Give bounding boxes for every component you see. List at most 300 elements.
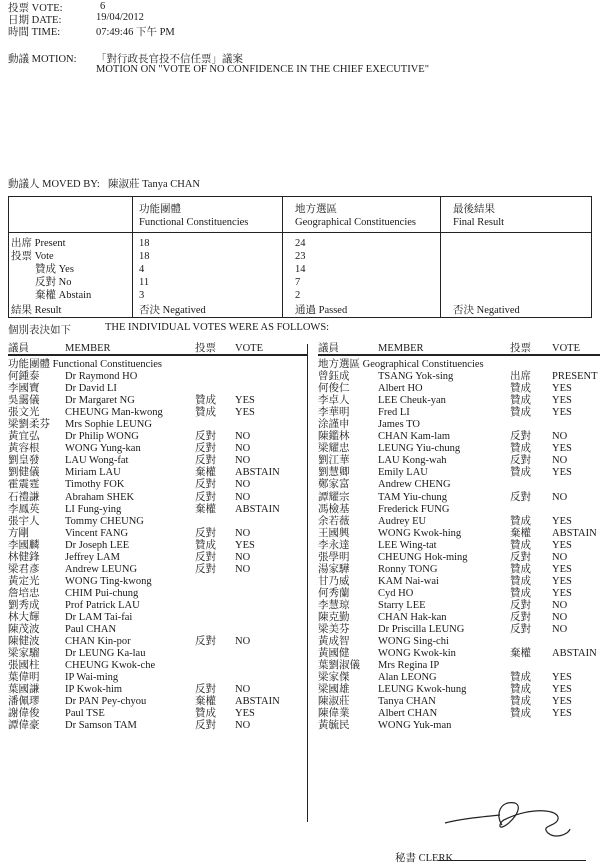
- member-name-en: CHAN Hak-kan: [378, 611, 447, 623]
- member-row: [318, 612, 600, 624]
- member-vote-en: YES: [552, 708, 572, 720]
- member-name-zh: 劉皇發: [8, 455, 40, 467]
- member-name-zh: 石禮謙: [8, 491, 40, 503]
- member-name-en: Dr LAM Tai-fai: [65, 611, 133, 623]
- member-name-en: Dr David LI: [65, 383, 117, 395]
- member-vote-zh: 反對: [195, 431, 216, 443]
- member-name-zh: 謝偉俊: [8, 708, 40, 720]
- member-name-zh: 梁美芬: [318, 624, 350, 636]
- member-name-en: LAU Wong-fat: [65, 455, 129, 467]
- member-name-zh: 劉慧卿: [318, 467, 350, 479]
- member-name-zh: 梁劉柔芬: [8, 419, 50, 431]
- member-name-zh: 余若薇: [318, 515, 350, 527]
- member-vote-zh: 棄權: [195, 696, 216, 708]
- member-vote-en: NO: [235, 443, 251, 455]
- member-vote-zh: 贊成: [195, 708, 216, 720]
- member-row: [318, 708, 600, 720]
- member-name-en: CHEUNG Man-kwong: [65, 407, 163, 419]
- member-vote-en: NO: [235, 720, 251, 732]
- member-vote-zh: 贊成: [510, 395, 531, 407]
- member-row: [318, 516, 600, 528]
- summary-fc: 4: [139, 264, 145, 275]
- member-row: [318, 371, 600, 383]
- member-vote-zh: 贊成: [510, 575, 531, 587]
- member-row: [8, 612, 308, 624]
- member-name-en: Jeffrey LAM: [65, 551, 120, 563]
- member-name-en: James TO: [378, 419, 420, 431]
- member-name-en: Alan LEONG: [378, 672, 437, 684]
- member-name-en: CHAN Kam-lam: [378, 431, 451, 443]
- member-vote-en: NO: [235, 491, 251, 503]
- member-row: [318, 660, 600, 672]
- summary-gc: 2: [295, 290, 301, 301]
- member-name-zh: 黃宜弘: [8, 431, 40, 443]
- individual-votes-zh: 個別表決如下: [8, 325, 71, 336]
- member-vote-en: YES: [552, 467, 572, 479]
- member-name-en: LEUNG Yiu-chung: [378, 443, 461, 455]
- member-vote-en: YES: [552, 684, 572, 696]
- member-vote-zh: 出席: [510, 371, 531, 383]
- member-name-zh: 張學明: [318, 551, 350, 563]
- member-name-en: CHIM Pui-chung: [65, 587, 139, 599]
- member-row: [8, 492, 308, 504]
- member-vote-en: YES: [552, 539, 572, 551]
- member-name-en: CHEUNG Kwok-che: [65, 660, 156, 672]
- motion-title-zh: 「對行政長官投不信任票」議案: [96, 54, 243, 65]
- member-vote-en: NO: [235, 563, 251, 575]
- group-title: 地方選區 Geographical Constituencies: [318, 359, 484, 370]
- member-name-zh: 李卓人: [318, 395, 350, 407]
- member-name-zh: 劉江華: [318, 455, 350, 467]
- member-name-en: Timothy FOK: [65, 479, 125, 491]
- summary-gc: 通過 Passed: [295, 305, 348, 316]
- member-row: [318, 588, 600, 600]
- col-fc-header: 功能團體 Functional Constituencies: [139, 204, 249, 228]
- member-vote-en: YES: [552, 515, 572, 527]
- member-vote-zh: 反對: [510, 431, 531, 443]
- member-name-en: Andrew LEUNG: [65, 563, 138, 575]
- member-name-en: CHAN Kin-por: [65, 636, 131, 648]
- member-vote-zh: 贊成: [510, 407, 531, 419]
- member-name-en: LEUNG Kwok-hung: [378, 684, 467, 696]
- member-name-en: Mrs Sophie LEUNG: [65, 419, 152, 431]
- member-vote-en: NO: [552, 551, 568, 563]
- member-name-zh: 何鍾泰: [8, 371, 40, 383]
- member-row: [318, 636, 600, 648]
- member-vote-zh: 贊成: [510, 563, 531, 575]
- summary-label: 投票 Vote: [11, 251, 54, 262]
- member-vote-en: ABSTAIN: [552, 527, 597, 539]
- member-row: [318, 443, 600, 455]
- member-vote-zh: 贊成: [195, 395, 216, 407]
- column-divider: [307, 344, 308, 822]
- member-row: [318, 552, 600, 564]
- member-vote-en: YES: [552, 575, 572, 587]
- summary-gc: 24: [295, 238, 306, 249]
- member-name-zh: 霍震霆: [8, 479, 40, 491]
- member-name-zh: 陳健波: [8, 636, 40, 648]
- member-row: [318, 576, 600, 588]
- summary-fc: 18: [139, 238, 150, 249]
- member-name-en: Tommy CHEUNG: [65, 515, 144, 527]
- member-row: [318, 624, 600, 636]
- member-row: [8, 672, 308, 684]
- individual-votes-en: THE INDIVIDUAL VOTES WERE AS FOLLOWS:: [105, 322, 330, 333]
- summary-final: 否決 Negatived: [453, 305, 520, 316]
- member-name-zh: 陳克勤: [318, 611, 350, 623]
- member-name-zh: 何秀蘭: [318, 587, 350, 599]
- member-vote-en: YES: [235, 407, 255, 419]
- member-name-en: CHEUNG Hok-ming: [378, 551, 468, 563]
- member-row: [318, 528, 600, 540]
- member-name-en: LAU Kong-wah: [378, 455, 447, 467]
- member-vote-zh: 贊成: [510, 587, 531, 599]
- summary-table: [8, 196, 592, 318]
- member-row: [8, 431, 308, 443]
- member-name-en: Mrs Regina IP: [378, 660, 440, 672]
- member-name-zh: 李華明: [318, 407, 350, 419]
- summary-fc: 3: [139, 290, 145, 301]
- member-row: [8, 588, 308, 600]
- member-vote-zh: 贊成: [510, 467, 531, 479]
- member-name-zh: 林大輝: [8, 611, 40, 623]
- member-row: [8, 371, 308, 383]
- motion-title-en: MOTION ON "VOTE OF NO CONFIDENCE IN THE CHIEF EXECUTIVE": [96, 64, 429, 75]
- member-name-en: Tanya CHAN: [378, 696, 436, 708]
- member-row: [8, 467, 308, 479]
- member-name-zh: 梁君彥: [8, 563, 40, 575]
- vote-number: 6: [100, 1, 106, 12]
- member-name-zh: 譚耀宗: [318, 491, 350, 503]
- member-vote-en: NO: [552, 455, 568, 467]
- member-name-zh: 李鳳英: [8, 503, 40, 515]
- member-name-en: Albert CHAN: [378, 708, 438, 720]
- member-vote-en: YES: [552, 672, 572, 684]
- member-row: [318, 684, 600, 696]
- member-name-zh: 甘乃威: [318, 575, 350, 587]
- member-vote-en: NO: [235, 684, 251, 696]
- member-vote-zh: 反對: [510, 599, 531, 611]
- member-row: [8, 516, 308, 528]
- member-name-en: Miriam LAU: [65, 467, 121, 479]
- member-name-zh: 黃國健: [318, 648, 350, 660]
- member-row: [8, 600, 308, 612]
- member-row: [318, 455, 600, 467]
- member-vote-zh: 反對: [510, 624, 531, 636]
- member-name-en: LEE Cheuk-yan: [378, 395, 446, 407]
- member-vote-zh: 贊成: [510, 383, 531, 395]
- summary-gc: 23: [295, 251, 306, 262]
- member-name-en: WONG Kwok-kin: [378, 648, 456, 660]
- member-vote-zh: 贊成: [195, 407, 216, 419]
- member-name-en: WONG Yuk-man: [378, 720, 452, 732]
- member-row: [318, 564, 600, 576]
- member-row: [318, 479, 600, 491]
- member-name-zh: 李國麟: [8, 539, 40, 551]
- member-vote-en: NO: [235, 455, 251, 467]
- member-name-zh: 葉國謙: [8, 684, 40, 696]
- member-row: [8, 708, 308, 720]
- member-row: [318, 407, 600, 419]
- member-vote-zh: 反對: [195, 636, 216, 648]
- member-vote-en: PRESENT: [552, 371, 598, 383]
- member-name-zh: 吳靄儀: [8, 395, 40, 407]
- member-name-zh: 李慧琼: [318, 599, 350, 611]
- member-row: [8, 419, 308, 431]
- clerk-label: 秘書 CLERK: [395, 853, 454, 864]
- member-row: [8, 684, 308, 696]
- geographical-list: [318, 343, 600, 732]
- member-name-zh: 劉健儀: [8, 467, 40, 479]
- member-row: [8, 564, 308, 576]
- member-vote-zh: 棄權: [195, 503, 216, 515]
- member-vote-en: NO: [235, 431, 251, 443]
- member-name-zh: 李國寶: [8, 383, 40, 395]
- member-vote-zh: 反對: [195, 684, 216, 696]
- member-row: [8, 528, 308, 540]
- vote-number-label: 投票 VOTE:: [8, 3, 63, 14]
- member-vote-en: NO: [235, 551, 251, 563]
- moved-by-label: 動議人 MOVED BY:: [8, 179, 100, 190]
- member-row: [8, 443, 308, 455]
- summary-label: 出席 Present: [11, 238, 66, 249]
- member-name-zh: 譚偉豪: [8, 720, 40, 732]
- member-vote-en: YES: [552, 696, 572, 708]
- member-row: [8, 383, 308, 395]
- member-row: [318, 672, 600, 684]
- time-value: 07:49:46 下午 PM: [96, 27, 175, 38]
- member-name-en: Starry LEE: [378, 599, 426, 611]
- member-vote-en: ABSTAIN: [235, 696, 280, 708]
- member-name-en: Dr LEUNG Ka-lau: [65, 648, 146, 660]
- member-vote-zh: 反對: [195, 443, 216, 455]
- member-name-en: Dr PAN Pey-chyou: [65, 696, 147, 708]
- member-name-en: Dr Philip WONG: [65, 431, 139, 443]
- member-vote-en: YES: [552, 587, 572, 599]
- member-vote-zh: 贊成: [510, 539, 531, 551]
- member-row: [8, 407, 308, 419]
- member-row: [8, 504, 308, 516]
- clerk-signature-line: [438, 860, 586, 861]
- member-vote-zh: 贊成: [510, 708, 531, 720]
- moved-by-value: 陳淑莊 Tanya CHAN: [108, 179, 201, 190]
- member-name-en: WONG Kwok-hing: [378, 527, 462, 539]
- member-name-zh: 梁家騮: [8, 648, 40, 660]
- list-header: 議員 MEMBER 投票 VOTE: [318, 343, 600, 356]
- member-vote-en: NO: [235, 479, 251, 491]
- member-name-zh: 張國柱: [8, 660, 40, 672]
- member-row: [8, 648, 308, 660]
- member-name-zh: 李永達: [318, 539, 350, 551]
- member-name-zh: 梁耀忠: [318, 443, 350, 455]
- member-name-en: Fred LI: [378, 407, 410, 419]
- member-row: [8, 455, 308, 467]
- member-name-en: WONG Yung-kan: [65, 443, 141, 455]
- summary-label: 棄權 Abstain: [35, 290, 92, 301]
- member-row: [318, 504, 600, 516]
- member-row: [318, 600, 600, 612]
- member-name-en: Prof Patrick LAU: [65, 599, 140, 611]
- member-vote-en: ABSTAIN: [552, 648, 597, 660]
- member-row: [8, 395, 308, 407]
- member-row: [8, 696, 308, 708]
- member-name-zh: 詹培忠: [8, 587, 40, 599]
- member-name-en: LEE Wing-tat: [378, 539, 437, 551]
- summary-fc: 11: [139, 277, 150, 288]
- member-name-zh: 陳鑑林: [318, 431, 350, 443]
- member-name-en: Dr Raymond HO: [65, 371, 138, 383]
- member-name-zh: 張宇人: [8, 515, 40, 527]
- member-vote-en: NO: [235, 636, 251, 648]
- summary-label: 反對 No: [35, 277, 72, 288]
- member-name-zh: 何俊仁: [318, 383, 350, 395]
- date-label: 日期 DATE:: [8, 15, 62, 26]
- member-vote-en: YES: [552, 443, 572, 455]
- member-vote-en: NO: [552, 624, 568, 636]
- member-name-en: Paul CHAN: [65, 624, 117, 636]
- member-name-zh: 湯家驊: [318, 563, 350, 575]
- group-title: 功能團體 Functional Constituencies: [8, 359, 162, 370]
- member-name-en: Dr Joseph LEE: [65, 539, 130, 551]
- summary-fc: 18: [139, 251, 150, 262]
- member-name-en: TAM Yiu-chung: [378, 491, 448, 503]
- member-name-en: Vincent FANG: [65, 527, 129, 539]
- member-vote-zh: 反對: [195, 720, 216, 732]
- member-vote-en: YES: [552, 395, 572, 407]
- member-vote-zh: 反對: [510, 611, 531, 623]
- member-row: [8, 552, 308, 564]
- member-vote-zh: 反對: [195, 479, 216, 491]
- member-vote-zh: 反對: [510, 551, 531, 563]
- member-name-en: Frederick FUNG: [378, 503, 450, 515]
- member-name-en: IP Wai-ming: [65, 672, 119, 684]
- clerk-signature: [440, 795, 580, 845]
- member-name-en: Cyd HO: [378, 587, 414, 599]
- summary-gc: 14: [295, 264, 306, 275]
- member-name-zh: 陳茂波: [8, 624, 40, 636]
- member-vote-en: NO: [235, 527, 251, 539]
- member-name-en: WONG Ting-kwong: [65, 575, 152, 587]
- member-name-zh: 黃成智: [318, 636, 350, 648]
- member-name-zh: 梁國雄: [318, 684, 350, 696]
- member-name-zh: 王國興: [318, 527, 350, 539]
- member-vote-en: ABSTAIN: [235, 467, 280, 479]
- member-name-zh: 黃容根: [8, 443, 40, 455]
- member-vote-zh: 贊成: [510, 672, 531, 684]
- member-vote-zh: 反對: [195, 563, 216, 575]
- member-row: [8, 540, 308, 552]
- member-vote-zh: 反對: [195, 551, 216, 563]
- member-name-en: Andrew CHENG: [378, 479, 451, 491]
- member-row: [318, 383, 600, 395]
- member-name-zh: 張文光: [8, 407, 40, 419]
- member-name-en: KAM Nai-wai: [378, 575, 439, 587]
- member-name-zh: 方剛: [8, 527, 29, 539]
- member-vote-en: YES: [552, 563, 572, 575]
- member-row: [8, 576, 308, 588]
- member-name-en: Audrey EU: [378, 515, 427, 527]
- member-vote-zh: 贊成: [510, 696, 531, 708]
- member-row: [318, 431, 600, 443]
- member-vote-zh: 反對: [510, 491, 531, 503]
- member-vote-zh: 反對: [195, 491, 216, 503]
- member-vote-zh: 反對: [195, 527, 216, 539]
- col-final-header: 最後結果 Final Result: [453, 204, 505, 228]
- member-name-en: Abraham SHEK: [65, 491, 135, 503]
- member-name-en: Ronny TONG: [378, 563, 438, 575]
- member-vote-zh: 贊成: [195, 539, 216, 551]
- member-row: [318, 467, 600, 479]
- list-header: 議員 MEMBER 投票 VOTE: [8, 343, 308, 356]
- member-name-zh: 曾鈺成: [318, 371, 350, 383]
- member-vote-zh: 贊成: [510, 515, 531, 527]
- member-vote-en: NO: [552, 611, 568, 623]
- member-vote-en: NO: [552, 431, 568, 443]
- summary-label: 結果 Result: [11, 305, 62, 316]
- member-vote-en: YES: [235, 539, 255, 551]
- member-name-zh: 陳偉業: [318, 708, 350, 720]
- col-gc-header: 地方選區 Geographical Constituencies: [295, 204, 417, 228]
- date-value: 19/04/2012: [96, 12, 144, 23]
- member-row: [318, 540, 600, 552]
- member-name-zh: 涂謹申: [318, 419, 350, 431]
- member-row: [8, 624, 308, 636]
- member-vote-zh: 棄權: [510, 648, 531, 660]
- member-name-en: IP Kwok-him: [65, 684, 123, 696]
- member-row: [318, 720, 600, 732]
- member-name-en: Dr Priscilla LEUNG: [378, 624, 465, 636]
- member-name-zh: 林健鋒: [8, 551, 40, 563]
- member-name-en: LI Fung-ying: [65, 503, 122, 515]
- member-name-en: Albert HO: [378, 383, 423, 395]
- member-vote-en: YES: [552, 383, 572, 395]
- summary-fc: 否決 Negatived: [139, 305, 206, 316]
- member-name-en: Emily LAU: [378, 467, 428, 479]
- member-row: [318, 492, 600, 504]
- member-name-zh: 葉劉淑儀: [318, 660, 360, 672]
- member-vote-zh: 反對: [510, 455, 531, 467]
- member-row: [318, 419, 600, 431]
- member-name-en: Dr Samson TAM: [65, 720, 137, 732]
- member-vote-zh: 棄權: [195, 467, 216, 479]
- member-name-zh: 劉秀成: [8, 599, 40, 611]
- summary-label: 贊成 Yes: [35, 264, 74, 275]
- member-vote-en: NO: [552, 491, 568, 503]
- member-name-zh: 葉偉明: [8, 672, 40, 684]
- member-name-zh: 黃定光: [8, 575, 40, 587]
- functional-list: [8, 343, 308, 732]
- member-row: [8, 636, 308, 648]
- time-label: 時間 TIME:: [8, 27, 61, 38]
- member-vote-en: YES: [552, 407, 572, 419]
- member-vote-zh: 贊成: [510, 443, 531, 455]
- member-row: [318, 648, 600, 660]
- member-row: [8, 479, 308, 491]
- member-vote-en: NO: [552, 599, 568, 611]
- member-name-zh: 陳淑莊: [318, 696, 350, 708]
- member-vote-en: YES: [235, 395, 255, 407]
- member-name-zh: 馮檢基: [318, 503, 350, 515]
- motion-label: 動議 MOTION:: [8, 54, 77, 65]
- member-row: [8, 660, 308, 672]
- member-name-zh: 黃毓民: [318, 720, 350, 732]
- member-row: [8, 720, 308, 732]
- member-row: [318, 395, 600, 407]
- member-name-en: Paul TSE: [65, 708, 105, 720]
- member-vote-en: ABSTAIN: [235, 503, 280, 515]
- member-vote-en: YES: [235, 708, 255, 720]
- summary-gc: 7: [295, 277, 301, 288]
